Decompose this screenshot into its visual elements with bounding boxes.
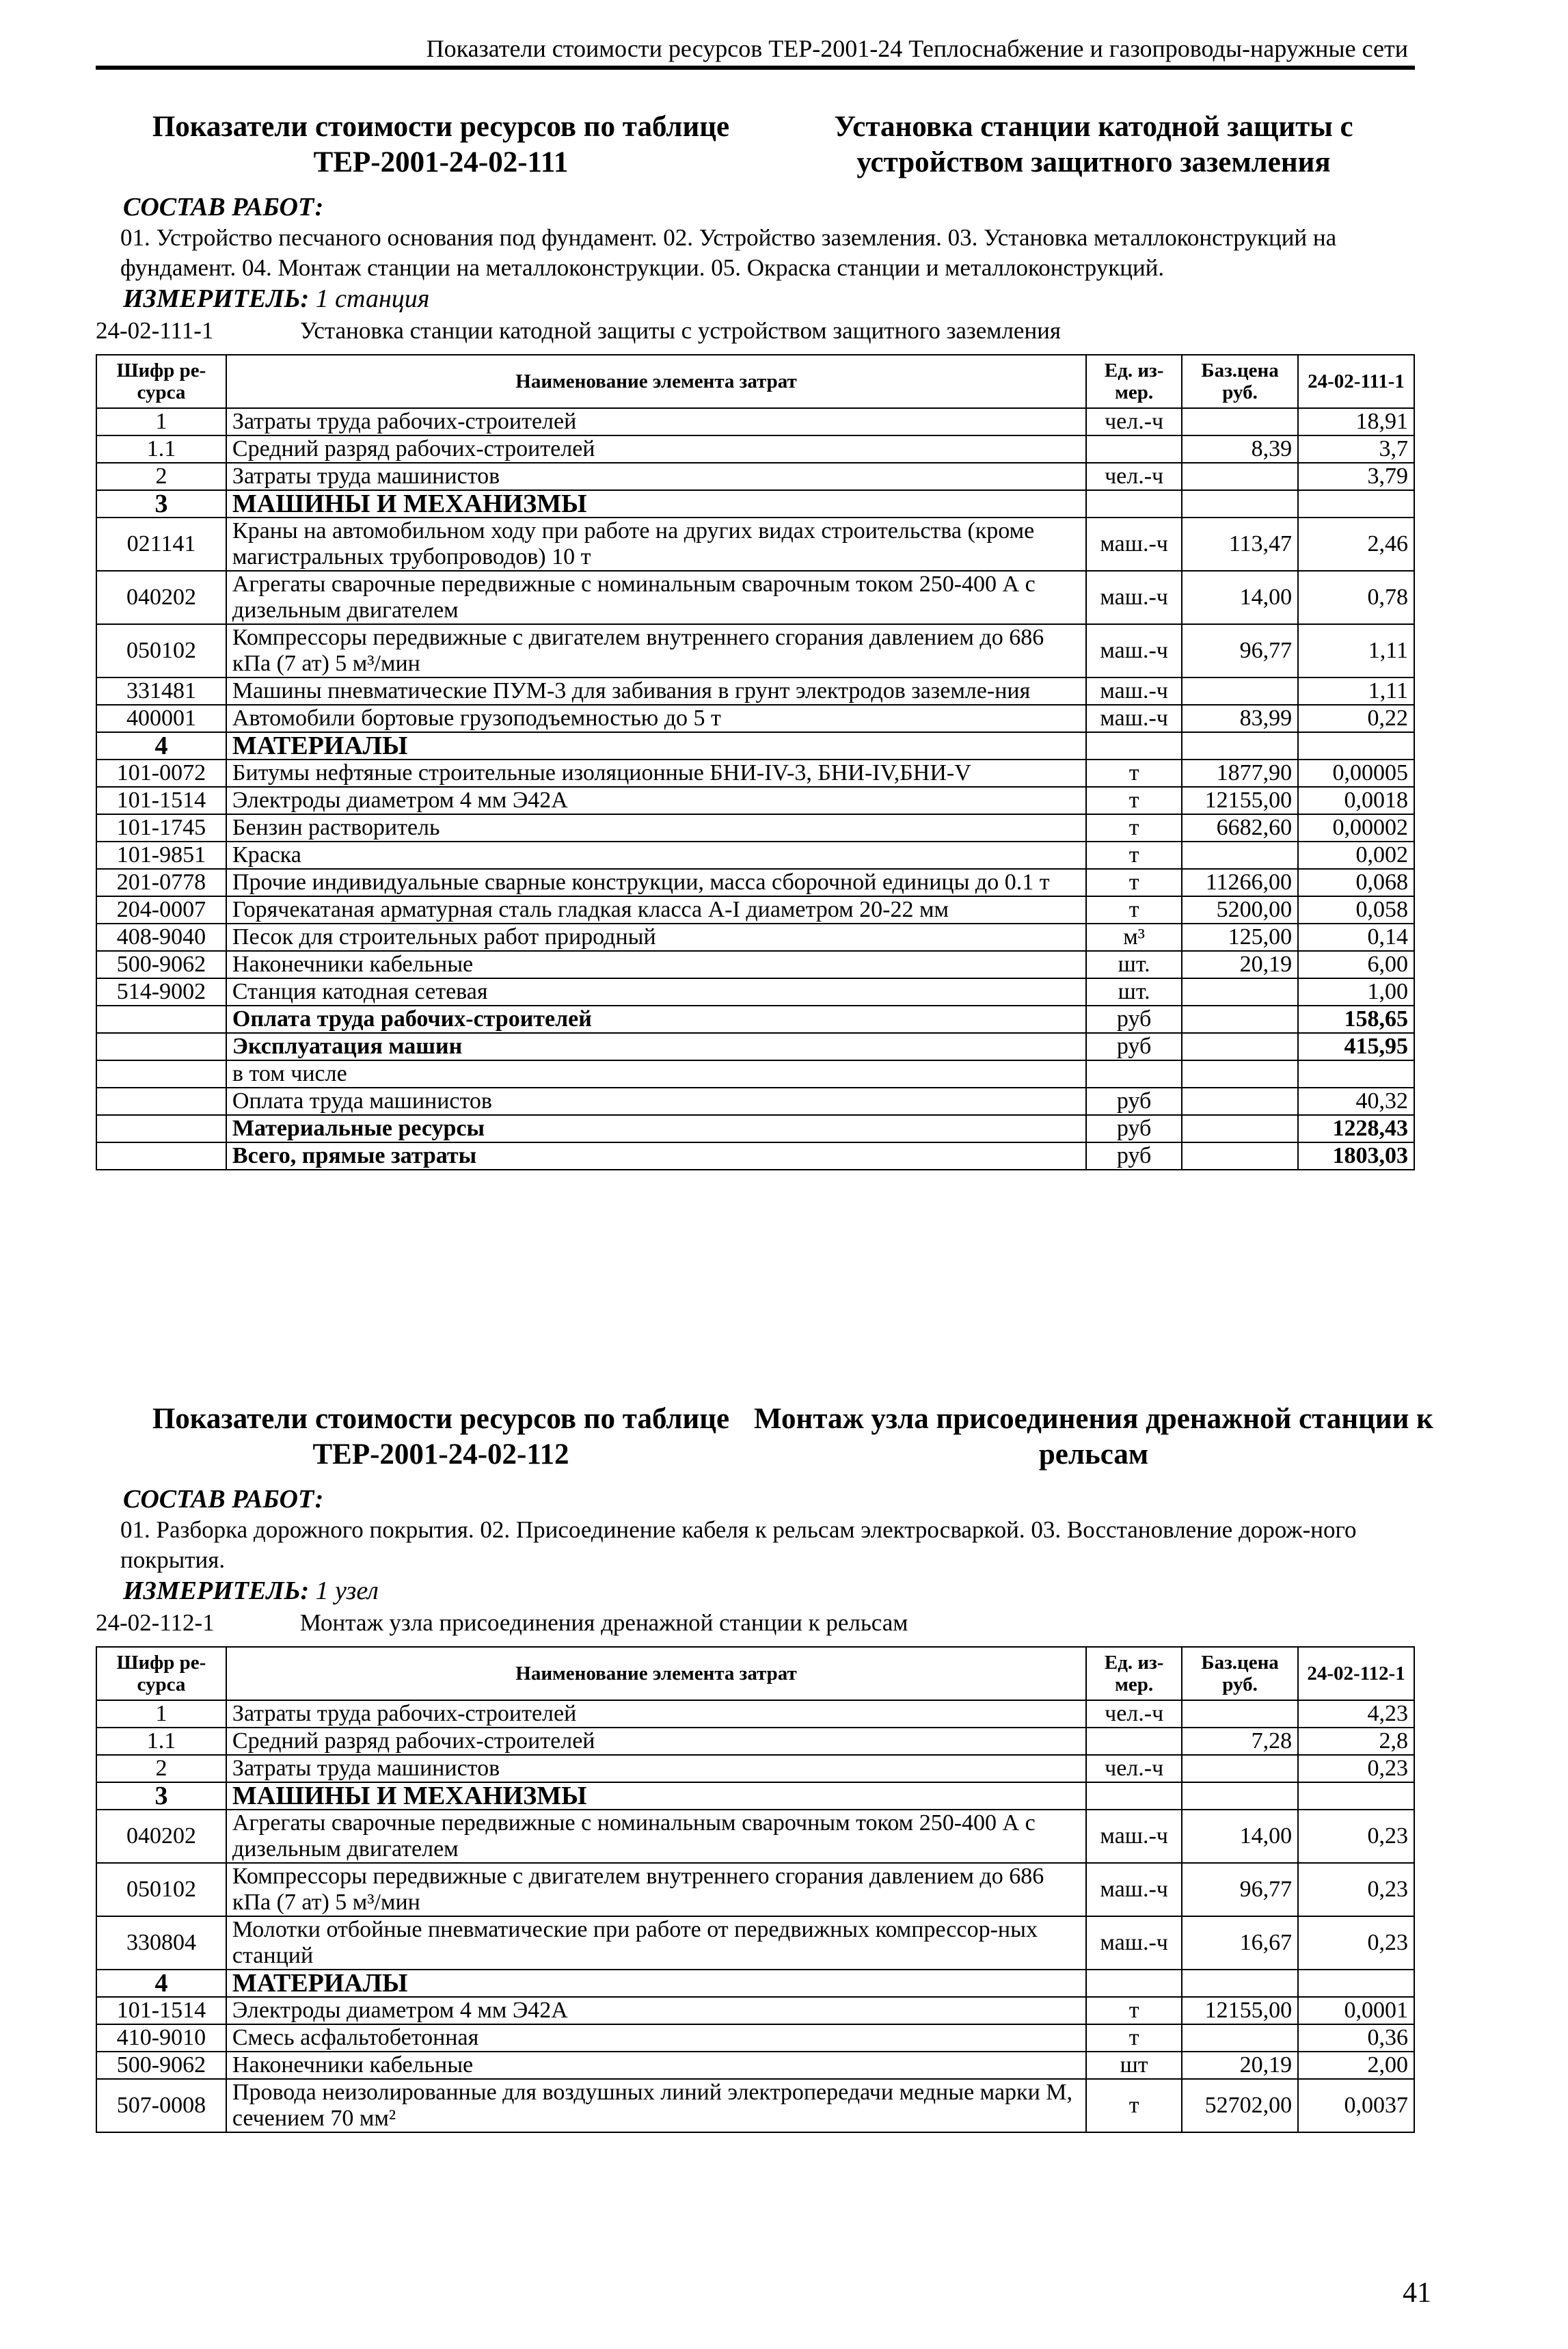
resource-code: 204-0007 bbox=[96, 896, 226, 924]
unit: т bbox=[1086, 760, 1182, 787]
base-price bbox=[1182, 408, 1298, 435]
section-title bbox=[96, 1401, 1433, 1484]
measure-line bbox=[123, 1575, 1415, 1607]
resource-code: 2 bbox=[96, 1755, 226, 1782]
total-value: 40,32 bbox=[1298, 1088, 1414, 1115]
empty-cell bbox=[1182, 1115, 1298, 1142]
resource-name: Битумы нефтяные строительные изоляционные БНИ-IV-3, БНИ-IV,БНИ-V bbox=[226, 760, 1086, 787]
total-value bbox=[1298, 1060, 1414, 1088]
resource-name: Машины пневматические ПУМ-3 для забивания в грунт электродов заземле-ния bbox=[226, 677, 1086, 705]
unit: руб bbox=[1086, 1115, 1182, 1142]
unit: т bbox=[1086, 814, 1182, 842]
base-price: 12155,00 bbox=[1182, 1997, 1298, 2024]
resource-name: Электроды диаметром 4 мм Э42А bbox=[226, 787, 1086, 814]
total-row bbox=[96, 1060, 1414, 1088]
table-row bbox=[96, 2024, 1414, 2052]
base-price bbox=[1182, 1755, 1298, 1782]
measure-value: 1 узел bbox=[315, 1576, 379, 1605]
quantity: 1,11 bbox=[1298, 624, 1414, 677]
unit bbox=[1086, 490, 1182, 518]
unit: маш.-ч bbox=[1086, 571, 1182, 624]
empty-cell bbox=[96, 1060, 226, 1088]
quantity: 0,23 bbox=[1298, 1755, 1414, 1782]
resource-name: Наконечники кабельные bbox=[226, 951, 1086, 978]
quantity: 1,00 bbox=[1298, 978, 1414, 1006]
resource-code: 1.1 bbox=[96, 435, 226, 463]
base-price: 12155,00 bbox=[1182, 787, 1298, 814]
unit: т bbox=[1086, 842, 1182, 869]
composition-label: СОСТАВ РАБОТ: bbox=[123, 193, 324, 222]
section-title-right: Монтаж узла присоединения дренажной станции к рельсам bbox=[754, 1403, 1433, 1471]
resource-code: 040202 bbox=[96, 571, 226, 624]
composition-text: 01. Устройство песчаного основания под фундамент. 02. Устройство заземления. 03. Установка металлоконструкций на фундамент. 04. Монтаж станции на металлоконструкции. 05. Окраска станции и металлоконструкций. bbox=[120, 224, 1337, 281]
quantity: 4,23 bbox=[1298, 1700, 1414, 1728]
unit: т bbox=[1086, 1997, 1182, 2024]
total-value: 415,95 bbox=[1298, 1033, 1414, 1060]
resource-name: Затраты труда рабочих-строителей bbox=[226, 1700, 1086, 1728]
table-row bbox=[96, 1755, 1414, 1782]
table-row bbox=[96, 435, 1414, 463]
table-row bbox=[96, 490, 1414, 518]
quantity: 3,7 bbox=[1298, 435, 1414, 463]
base-price bbox=[1182, 732, 1298, 760]
quantity: 1,11 bbox=[1298, 677, 1414, 705]
empty-cell bbox=[1182, 1060, 1298, 1088]
table-row bbox=[96, 1970, 1414, 1997]
base-price bbox=[1182, 1970, 1298, 1997]
table-row bbox=[96, 571, 1414, 624]
column-header: 24-02-111-1 bbox=[1298, 355, 1414, 408]
column-header: Наименование элемента затрат bbox=[226, 1647, 1086, 1700]
column-header: Шифр ре-сурса bbox=[96, 1647, 226, 1700]
unit: маш.-ч bbox=[1086, 1916, 1182, 1970]
table-header-row bbox=[96, 1647, 1414, 1700]
table-row bbox=[96, 1782, 1414, 1810]
table-code-title: Установка станции катодной защиты с устройством защитного заземления bbox=[299, 317, 1061, 344]
table-row bbox=[96, 869, 1414, 896]
table-row bbox=[96, 624, 1414, 677]
base-price: 52702,00 bbox=[1182, 2079, 1298, 2132]
base-price bbox=[1182, 490, 1298, 518]
measure-label: ИЗМЕРИТЕЛЬ: bbox=[123, 284, 310, 313]
unit bbox=[1086, 1060, 1182, 1088]
table-row bbox=[96, 1810, 1414, 1863]
unit: чел.-ч bbox=[1086, 1700, 1182, 1728]
table-row bbox=[96, 951, 1414, 978]
resource-code: 2 bbox=[96, 463, 226, 490]
total-value: 1803,03 bbox=[1298, 1142, 1414, 1170]
quantity: 0,36 bbox=[1298, 2024, 1414, 2052]
empty-cell bbox=[96, 1088, 226, 1115]
resource-name: Затраты труда машинистов bbox=[226, 463, 1086, 490]
quantity: 18,91 bbox=[1298, 408, 1414, 435]
resource-name: Горячекатаная арматурная сталь гладкая класса А-I диаметром 20-22 мм bbox=[226, 896, 1086, 924]
resource-code: 101-1514 bbox=[96, 1997, 226, 2024]
base-price: 20,19 bbox=[1182, 951, 1298, 978]
total-row bbox=[96, 1142, 1414, 1170]
unit: шт bbox=[1086, 2052, 1182, 2079]
empty-cell bbox=[1182, 1033, 1298, 1060]
resource-code: 400001 bbox=[96, 705, 226, 732]
unit: руб bbox=[1086, 1033, 1182, 1060]
table-row bbox=[96, 814, 1414, 842]
resource-name: Компрессоры передвижные с двигателем внутреннего сгорания давлением до 686 кПа (7 ат) 5 м³/мин bbox=[226, 624, 1086, 677]
unit: т bbox=[1086, 896, 1182, 924]
quantity: 0,23 bbox=[1298, 1810, 1414, 1863]
resource-code: 040202 bbox=[96, 1810, 226, 1863]
composition-text: 01. Разборка дорожного покрытия. 02. Присоединение кабеля к рельсам электросваркой. 03. Восстановление дорож-ного покрытия. bbox=[120, 1516, 1357, 1573]
base-price: 14,00 bbox=[1182, 571, 1298, 624]
resource-name: Песок для строительных работ природный bbox=[226, 924, 1086, 951]
unit bbox=[1086, 1782, 1182, 1810]
resource-name: МАШИНЫ И МЕХАНИЗМЫ bbox=[226, 1782, 1086, 1810]
quantity: 0,00005 bbox=[1298, 760, 1414, 787]
total-value: 158,65 bbox=[1298, 1006, 1414, 1033]
column-header: Баз.цена руб. bbox=[1182, 1647, 1298, 1700]
unit: руб bbox=[1086, 1006, 1182, 1033]
quantity: 0,0018 bbox=[1298, 787, 1414, 814]
empty-cell bbox=[96, 1033, 226, 1060]
table-code-line bbox=[96, 1607, 1415, 1639]
base-price: 5200,00 bbox=[1182, 896, 1298, 924]
resource-name: Бензин растворитель bbox=[226, 814, 1086, 842]
unit bbox=[1086, 1728, 1182, 1755]
resource-name: Смесь асфальтобетонная bbox=[226, 2024, 1086, 2052]
measure-value: 1 станция bbox=[315, 284, 430, 313]
unit: чел.-ч bbox=[1086, 408, 1182, 435]
resource-code: 507-0008 bbox=[96, 2079, 226, 2132]
resource-code: 101-0072 bbox=[96, 760, 226, 787]
resource-name: Компрессоры передвижные с двигателем внутреннего сгорания давлением до 686 кПа (7 ат) 5 м³/мин bbox=[226, 1863, 1086, 1916]
resource-code: 514-9002 bbox=[96, 978, 226, 1006]
resource-code: 1 bbox=[96, 1700, 226, 1728]
base-price bbox=[1182, 1700, 1298, 1728]
resource-code: 500-9062 bbox=[96, 951, 226, 978]
unit: т bbox=[1086, 869, 1182, 896]
resource-name: Молотки отбойные пневматические при работе от передвижных компрессор-ных станций bbox=[226, 1916, 1086, 1970]
unit: маш.-ч bbox=[1086, 1863, 1182, 1916]
table-row bbox=[96, 1997, 1414, 2024]
base-price bbox=[1182, 1782, 1298, 1810]
column-header: 24-02-112-1 bbox=[1298, 1647, 1414, 1700]
section-title bbox=[96, 109, 1415, 191]
resource-code: 410-9010 bbox=[96, 2024, 226, 2052]
resource-code: 4 bbox=[96, 1970, 226, 1997]
base-price: 96,77 bbox=[1182, 1863, 1298, 1916]
resource-code: 330804 bbox=[96, 1916, 226, 1970]
base-price: 113,47 bbox=[1182, 518, 1298, 571]
resource-code: 1 bbox=[96, 408, 226, 435]
resource-name: Затраты труда машинистов bbox=[226, 1755, 1086, 1782]
table-row bbox=[96, 978, 1414, 1006]
quantity bbox=[1298, 1970, 1414, 1997]
table-row bbox=[96, 408, 1414, 435]
base-price bbox=[1182, 463, 1298, 490]
base-price bbox=[1182, 978, 1298, 1006]
table-row bbox=[96, 1728, 1414, 1755]
total-label: Всего, прямые затраты bbox=[226, 1142, 1086, 1170]
table-row bbox=[96, 2052, 1414, 2079]
base-price: 16,67 bbox=[1182, 1916, 1298, 1970]
base-price bbox=[1182, 2024, 1298, 2052]
table-row bbox=[96, 518, 1414, 571]
table-row bbox=[96, 2079, 1414, 2132]
unit: шт. bbox=[1086, 951, 1182, 978]
quantity bbox=[1298, 732, 1414, 760]
unit bbox=[1086, 435, 1182, 463]
column-header: Ед. из-мер. bbox=[1086, 1647, 1182, 1700]
resource-name: Агрегаты сварочные передвижные с номинальным сварочным током 250-400 А с дизельным двигателем bbox=[226, 1810, 1086, 1863]
unit: маш.-ч bbox=[1086, 677, 1182, 705]
page-number: 41 bbox=[1403, 2277, 1431, 2309]
unit bbox=[1086, 732, 1182, 760]
table-row bbox=[96, 896, 1414, 924]
quantity: 2,46 bbox=[1298, 518, 1414, 571]
total-label: Оплата труда рабочих-строителей bbox=[226, 1006, 1086, 1033]
resource-name: Краны на автомобильном ходу при работе на других видах строительства (кроме магистральных трубопроводов) 10 т bbox=[226, 518, 1086, 571]
base-price: 1877,90 bbox=[1182, 760, 1298, 787]
table-row bbox=[96, 732, 1414, 760]
base-price: 11266,00 bbox=[1182, 869, 1298, 896]
table-row bbox=[96, 842, 1414, 869]
unit: м³ bbox=[1086, 924, 1182, 951]
resource-name: Электроды диаметром 4 мм Э42А bbox=[226, 1997, 1086, 2024]
base-price bbox=[1182, 677, 1298, 705]
quantity: 0,058 bbox=[1298, 896, 1414, 924]
base-price: 96,77 bbox=[1182, 624, 1298, 677]
resource-name: МАТЕРИАЛЫ bbox=[226, 1970, 1086, 1997]
unit: т bbox=[1086, 2079, 1182, 2132]
total-label: Материальные ресурсы bbox=[226, 1115, 1086, 1142]
resource-name: Средний разряд рабочих-строителей bbox=[226, 435, 1086, 463]
quantity: 2,8 bbox=[1298, 1728, 1414, 1755]
empty-cell bbox=[1182, 1142, 1298, 1170]
table-header-row bbox=[96, 355, 1414, 408]
section-title-left: Показатели стоимости ресурсов по таблице ТЕР-2001-24-02-112 bbox=[152, 1403, 730, 1471]
composition-label: СОСТАВ РАБОТ: bbox=[123, 1485, 324, 1514]
base-price: 8,39 bbox=[1182, 435, 1298, 463]
unit: т bbox=[1086, 787, 1182, 814]
section-title-right: Установка станции катодной защиты с устройством защитного заземления bbox=[834, 111, 1353, 178]
table-row bbox=[96, 924, 1414, 951]
table-row bbox=[96, 463, 1414, 490]
quantity: 3,79 bbox=[1298, 463, 1414, 490]
quantity: 0,0001 bbox=[1298, 1997, 1414, 2024]
quantity: 2,00 bbox=[1298, 2052, 1414, 2079]
table-code: 24-02-112-1 bbox=[96, 1609, 215, 1636]
resource-table bbox=[96, 354, 1415, 1170]
resource-code: 500-9062 bbox=[96, 2052, 226, 2079]
unit: руб bbox=[1086, 1142, 1182, 1170]
resource-code: 201-0778 bbox=[96, 869, 226, 896]
quantity: 0,23 bbox=[1298, 1916, 1414, 1970]
total-label: Оплата труда машинистов bbox=[226, 1088, 1086, 1115]
quantity: 0,14 bbox=[1298, 924, 1414, 951]
resource-name: Агрегаты сварочные передвижные с номинальным сварочным током 250-400 А с дизельным двигателем bbox=[226, 571, 1086, 624]
section-111 bbox=[96, 109, 1415, 1170]
resource-name: Средний разряд рабочих-строителей bbox=[226, 1728, 1086, 1755]
quantity bbox=[1298, 490, 1414, 518]
empty-cell bbox=[1182, 1006, 1298, 1033]
resource-name: Наконечники кабельные bbox=[226, 2052, 1086, 2079]
table-row bbox=[96, 677, 1414, 705]
empty-cell bbox=[96, 1006, 226, 1033]
total-label: Эксплуатация машин bbox=[226, 1033, 1086, 1060]
total-row bbox=[96, 1115, 1414, 1142]
resource-code: 021141 bbox=[96, 518, 226, 571]
unit bbox=[1086, 1970, 1182, 1997]
measure-line bbox=[123, 283, 1415, 314]
resource-code: 050102 bbox=[96, 1863, 226, 1916]
table-code: 24-02-111-1 bbox=[96, 317, 214, 344]
column-header: Наименование элемента затрат bbox=[226, 355, 1086, 408]
table-code-title: Монтаж узла присоединения дренажной станции к рельсам bbox=[299, 1609, 908, 1636]
quantity: 0,22 bbox=[1298, 705, 1414, 732]
resource-code: 1.1 bbox=[96, 1728, 226, 1755]
quantity bbox=[1298, 1782, 1414, 1810]
resource-name: Прочие индивидуальные сварные конструкции, масса сборочной единицы до 0.1 т bbox=[226, 869, 1086, 896]
unit: руб bbox=[1086, 1088, 1182, 1115]
section-112 bbox=[96, 1401, 1433, 2133]
quantity: 0,068 bbox=[1298, 869, 1414, 896]
quantity: 6,00 bbox=[1298, 951, 1414, 978]
resource-code: 101-1745 bbox=[96, 814, 226, 842]
base-price: 7,28 bbox=[1182, 1728, 1298, 1755]
total-row bbox=[96, 1006, 1414, 1033]
column-header: Баз.цена руб. bbox=[1182, 355, 1298, 408]
quantity: 0,78 bbox=[1298, 571, 1414, 624]
base-price: 20,19 bbox=[1182, 2052, 1298, 2079]
resource-name: МАТЕРИАЛЫ bbox=[226, 732, 1086, 760]
resource-code: 101-9851 bbox=[96, 842, 226, 869]
quantity: 0,23 bbox=[1298, 1863, 1414, 1916]
resource-code: 3 bbox=[96, 1782, 226, 1810]
table-row bbox=[96, 787, 1414, 814]
resource-code: 050102 bbox=[96, 624, 226, 677]
column-header: Шифр ре-сурса bbox=[96, 355, 226, 408]
unit: чел.-ч bbox=[1086, 463, 1182, 490]
resource-name: Краска bbox=[226, 842, 1086, 869]
resource-name: Затраты труда рабочих-строителей bbox=[226, 408, 1086, 435]
resource-code: 4 bbox=[96, 732, 226, 760]
unit: маш.-ч bbox=[1086, 518, 1182, 571]
unit: маш.-ч bbox=[1086, 624, 1182, 677]
column-header: Ед. из-мер. bbox=[1086, 355, 1182, 408]
table-row bbox=[96, 1916, 1414, 1970]
quantity: 0,002 bbox=[1298, 842, 1414, 869]
table-code-line bbox=[96, 314, 1415, 347]
resource-name: Станция катодная сетевая bbox=[226, 978, 1086, 1006]
table-row bbox=[96, 1700, 1414, 1728]
table-row bbox=[96, 760, 1414, 787]
running-header bbox=[96, 31, 1415, 70]
measure-label: ИЗМЕРИТЕЛЬ: bbox=[123, 1576, 310, 1605]
base-price: 125,00 bbox=[1182, 924, 1298, 951]
total-label: в том числе bbox=[226, 1060, 1086, 1088]
resource-name: МАШИНЫ И МЕХАНИЗМЫ bbox=[226, 490, 1086, 518]
resource-code: 101-1514 bbox=[96, 787, 226, 814]
quantity: 0,00002 bbox=[1298, 814, 1414, 842]
header-text: Показатели стоимости ресурсов ТЕР-2001-24 Теплоснабжение и газопроводы-наружные сети bbox=[426, 35, 1408, 62]
empty-cell bbox=[1182, 1088, 1298, 1115]
unit: маш.-ч bbox=[1086, 1810, 1182, 1863]
base-price: 6682,60 bbox=[1182, 814, 1298, 842]
resource-code: 3 bbox=[96, 490, 226, 518]
base-price: 83,99 bbox=[1182, 705, 1298, 732]
total-row bbox=[96, 1088, 1414, 1115]
resource-name: Автомобили бортовые грузоподъемностью до 5 т bbox=[226, 705, 1086, 732]
total-row bbox=[96, 1033, 1414, 1060]
unit: чел.-ч bbox=[1086, 1755, 1182, 1782]
table-row bbox=[96, 1863, 1414, 1916]
resource-code: 331481 bbox=[96, 677, 226, 705]
resource-table bbox=[96, 1646, 1415, 2133]
base-price bbox=[1182, 842, 1298, 869]
total-value: 1228,43 bbox=[1298, 1115, 1414, 1142]
base-price: 14,00 bbox=[1182, 1810, 1298, 1863]
unit: шт. bbox=[1086, 978, 1182, 1006]
empty-cell bbox=[96, 1142, 226, 1170]
section-title-left: Показатели стоимости ресурсов по таблице ТЕР-2001-24-02-111 bbox=[152, 111, 730, 178]
unit: маш.-ч bbox=[1086, 705, 1182, 732]
resource-name: Провода неизолированные для воздушных линий электропередачи медные марки М, сечением 70 мм² bbox=[226, 2079, 1086, 2132]
quantity: 0,0037 bbox=[1298, 2079, 1414, 2132]
table-row bbox=[96, 705, 1414, 732]
unit: т bbox=[1086, 2024, 1182, 2052]
empty-cell bbox=[96, 1115, 226, 1142]
resource-code: 408-9040 bbox=[96, 924, 226, 951]
